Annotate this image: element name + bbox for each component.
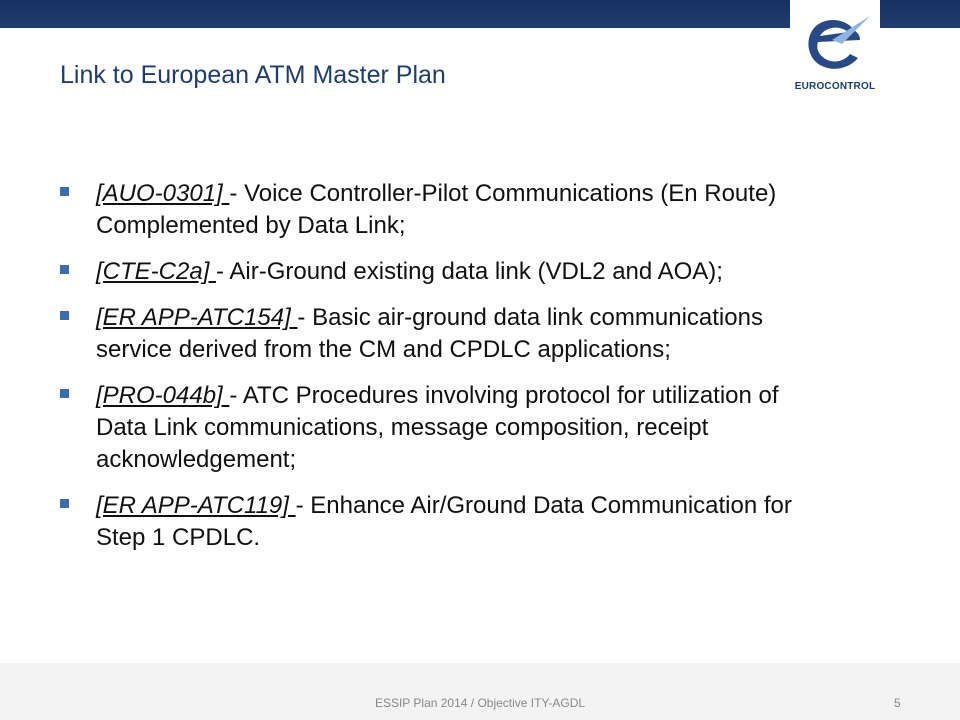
bullet-text: - Voice Controller-Pilot Communications (En Route) Complemented by Data Link; [96, 180, 777, 239]
header-bar-right [880, 0, 960, 28]
eurocontrol-logo [790, 0, 880, 104]
bullet-item [60, 380, 820, 476]
footer-text: ESSIP Plan 2014 / Objective ITY-AGDL [374, 696, 586, 710]
bullet-text: - ATC Procedures involving protocol for utilization of Data Link communications, message composition, receipt acknowledgement; [96, 382, 779, 473]
bullet-text: - Enhance Air/Ground Data Communication for Step 1 CPDLC. [96, 492, 792, 551]
bullet-ref[interactable]: [ER APP-ATC119] [96, 492, 296, 519]
bullet-ref[interactable]: [AUO-0301] [96, 180, 230, 207]
bullet-ref[interactable]: [CTE-C2a] [96, 258, 217, 285]
bullet-item [60, 302, 820, 366]
bullet-item [60, 256, 820, 288]
bullet-text: - Air-Ground existing data link (VDL2 and AOA); [216, 258, 723, 285]
bullet-ref[interactable]: [PRO-044b] [96, 382, 230, 409]
page-number: 5 [894, 696, 901, 710]
slide-title: Link to European ATM Master Plan [60, 61, 446, 89]
eurocontrol-emblem-icon [798, 10, 872, 80]
bullet-ref[interactable]: [ER APP-ATC154] [96, 304, 298, 331]
bullet-item [60, 490, 820, 554]
logo-text: EUROCONTROL [794, 81, 876, 92]
footer-bar [0, 663, 960, 720]
bullet-item [60, 178, 820, 242]
bullet-text: - Basic air-ground data link communications service derived from the CM and CPDLC applications; [96, 304, 763, 363]
header-bar [0, 0, 790, 28]
bullet-list [60, 178, 820, 568]
